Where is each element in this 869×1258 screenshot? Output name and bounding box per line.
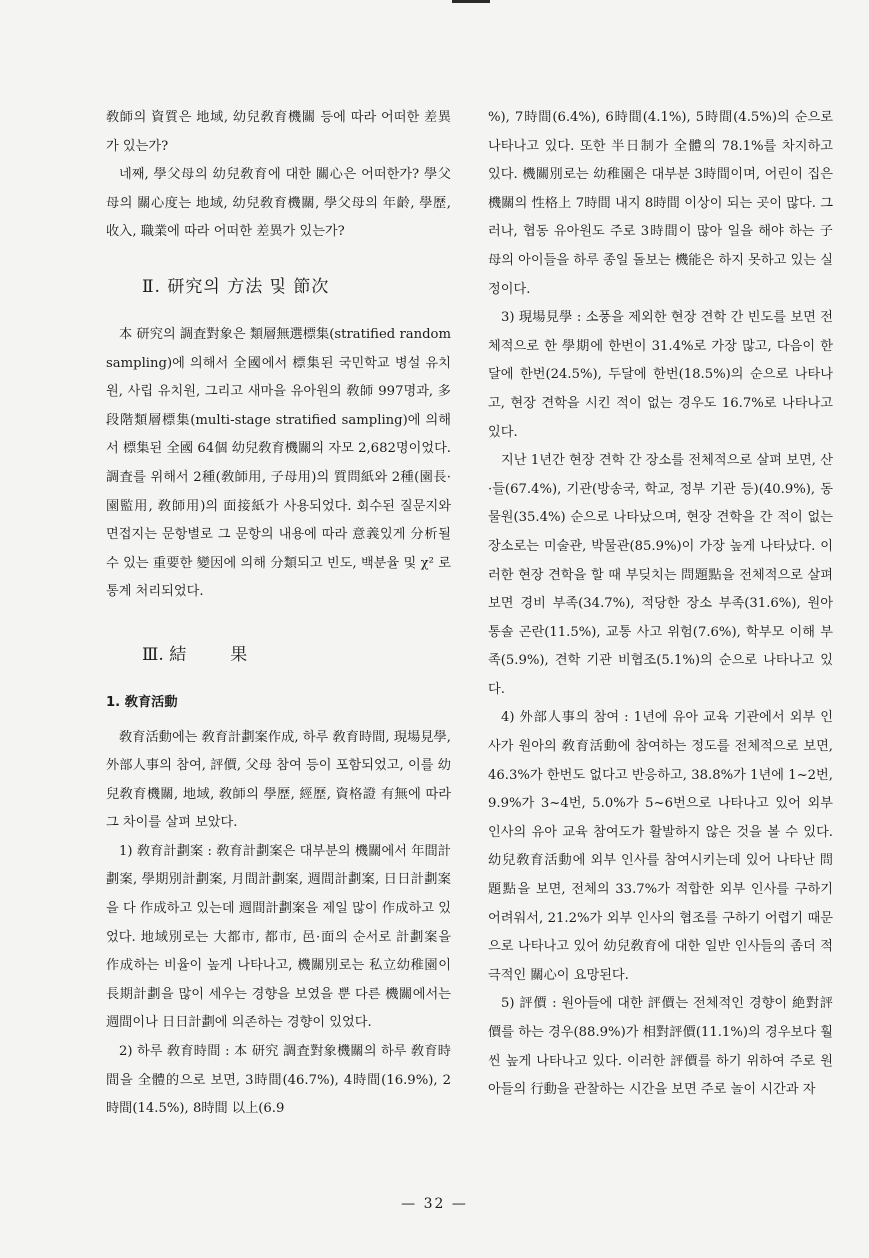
paragraph: 1) 敎育計劃案 : 敎育計劃案은 대부분의 機關에서 年間計劃案, 學期別計劃案, 月間計劃案, 週間計劃案, 日日計劃案을 다 作成하고 있는데 週間計劃案을 제일 많이 作成하고 있었다. 地域別로는 大都市, 都市, 邑·面의 순서로 計劃案을 作成하는 비율이 높게 나타나고, 機關別로는 私立幼稚園이 長期計劃을 많이 세우는 경향을 보였을 뿐 다른 機關에서는 週間이나 日日計劃에 의존하는 경향이 있었다.	[106, 843, 451, 1031]
section-title-results	[142, 643, 451, 667]
paragraph: 敎育活動에는 敎育計劃案作成, 하루 敎育時間, 現場見學, 外部人事의 참여, 評價, 父母 참여 등이 포함되었고, 이를 幼兒敎育機關, 地域, 敎師의 學歷, 經歷, 資格證 有無에 따라 그 차이를 살펴 보았다.	[106, 729, 451, 831]
top-rule	[452, 0, 490, 3]
paragraph: 3) 現場見學 : 소풍을 제외한 현장 견학 간 빈도를 보면 전체적으로 한 學期에 한번이 31.4%로 가장 많고, 다음이 한달에 한번(24.5%), 두달에 한번(18.5%)의 순으로 나타나고, 현장 견학을 시킨 적이 없는 경우도 16.7%로 나타나고 있다.	[488, 310, 833, 440]
right-column	[488, 104, 833, 1105]
section-title-part: Ⅲ. 結	[142, 644, 187, 665]
paragraph: 2) 하루 敎育時間 : 本 研究 調査對象機關의 하루 敎育時間을 全體的으로 보면, 3時間(46.7%), 4時間(16.9%), 2時間(14.5%), 8時間 以上(6.9	[106, 1044, 451, 1117]
paragraph: 5) 評價 : 원아들에 대한 評價는 전체적인 경향이 絶對評價를 하는 경우(88.9%)가 相對評價(11.1%)의 경우보다 훨씬 높게 나타나고 있다. 이러한 評價를 하기 위하여 주로 원아들의 行動을 관찰하는 시간을 보면 주로 놀이 시간과 자	[488, 996, 833, 1098]
paragraph: 敎師의 資質은 地域, 幼兒敎育機關 등에 따라 어떠한 差異가 있는가?	[106, 110, 451, 154]
section-title-part: 果	[230, 644, 248, 665]
paragraph: 지난 1년간 현장 견학 간 장소를 전체적으로 살펴 보면, 산·들(67.4%), 기관(방송국, 학교, 정부 기관 등)(40.9%), 동물원(35.4%) 순으로 나타났으며, 현장 견학을 간 적이 없는 장소로는 미술관, 박물관(85.9%)이 가장 높게 나타났다. 이러한 현장 견학을 할 때 부딪치는 問題點을 전체적으로 살펴 보면 경비 부족(34.7%), 적당한 장소 부족(31.6%), 원아 통솔 곤란(11.5%), 교통 사고 위험(7.6%), 학부모 이해 부족(5.9%), 견학 기관 비협조(5.1%)의 순으로 나타나고 있다.	[488, 453, 833, 697]
paragraph: 네째, 學父母의 幼兒敎育에 대한 關心은 어떠한가? 學父母의 關心度는 地域, 幼兒敎育機關, 學父母의 年齡, 學歷, 收入, 職業에 따라 어떠한 差異가 있는가?	[106, 167, 451, 240]
page-number: — 32 —	[401, 1196, 468, 1212]
paragraph: 本 研究의 調査對象은 類層無選標集(stratified random sampling)에 의해서 全國에서 標集된 국민학교 병설 유치원, 사립 유치원, 그리고 새마을 유아원의 敎師 997명과, 多段階類層標集(multi-stage stratified sampling)에 의해서 標集된 全國 64個 幼兒敎育機關의 자모 2,682명이었다. 調査를 위해서 2種(敎師用, 子母用)의 質問紙와 2種(園長·園監用, 敎師用)의 面接紙가 사용되었다. 회수된 질문지와 면접지는 문항별로 그 문항의 내용에 따라 意義있게 分析될 수 있는 重要한 變因에 의해 分類되고 빈도, 백분율 및 χ² 로 통계 처리되었다.	[106, 326, 451, 600]
paragraph: 4) 外部人事의 참여 : 1년에 유아 교육 기관에서 외부 인사가 원아의 敎育活動에 참여하는 정도를 전체적으로 보면, 46.3%가 한번도 없다고 반응하고, 38.8%가 1년에 1~2번, 9.9%가 3~4번, 5.0%가 5~6번으로 나타나고 있어 외부 인사의 유아 교육 참여도가 활발하지 않은 것을 볼 수 있다. 幼兒敎育活動에 외부 인사를 참여시키는데 있어 나타난 問題點을 보면, 전체의 33.7%가 적합한 외부 인사를 구하기 어려워서, 21.2%가 외부 인사의 협조를 구하기 어렵기 때문으로 나타나고 있어 幼兒敎育에 대한 일반 인사들의 좀더 적극적인 關心이 요망된다.	[488, 710, 833, 983]
subsection-title: 1. 敎育活動	[106, 694, 178, 710]
paragraph: %), 7時間(6.4%), 6時間(4.1%), 5時間(4.5%)의 순으로 나타나고 있다. 또한 半日制가 全體의 78.1%를 차지하고 있다. 機關別로는 幼稚園은 대부분 3時間이며, 어린이 집은 機關의 性格上 7時間 내지 8時間 이상이 되는 곳이 많다. 그러나, 협동 유아원도 주로 3時間이 많아 일을 해야 하는 子母의 아이들을 하루 종일 돌보는 機能은 하지 못하고 있는 실정이다.	[488, 110, 833, 297]
section-title-methods: Ⅱ. 研究의 方法 및 節次	[142, 276, 330, 297]
left-column	[106, 104, 451, 1124]
